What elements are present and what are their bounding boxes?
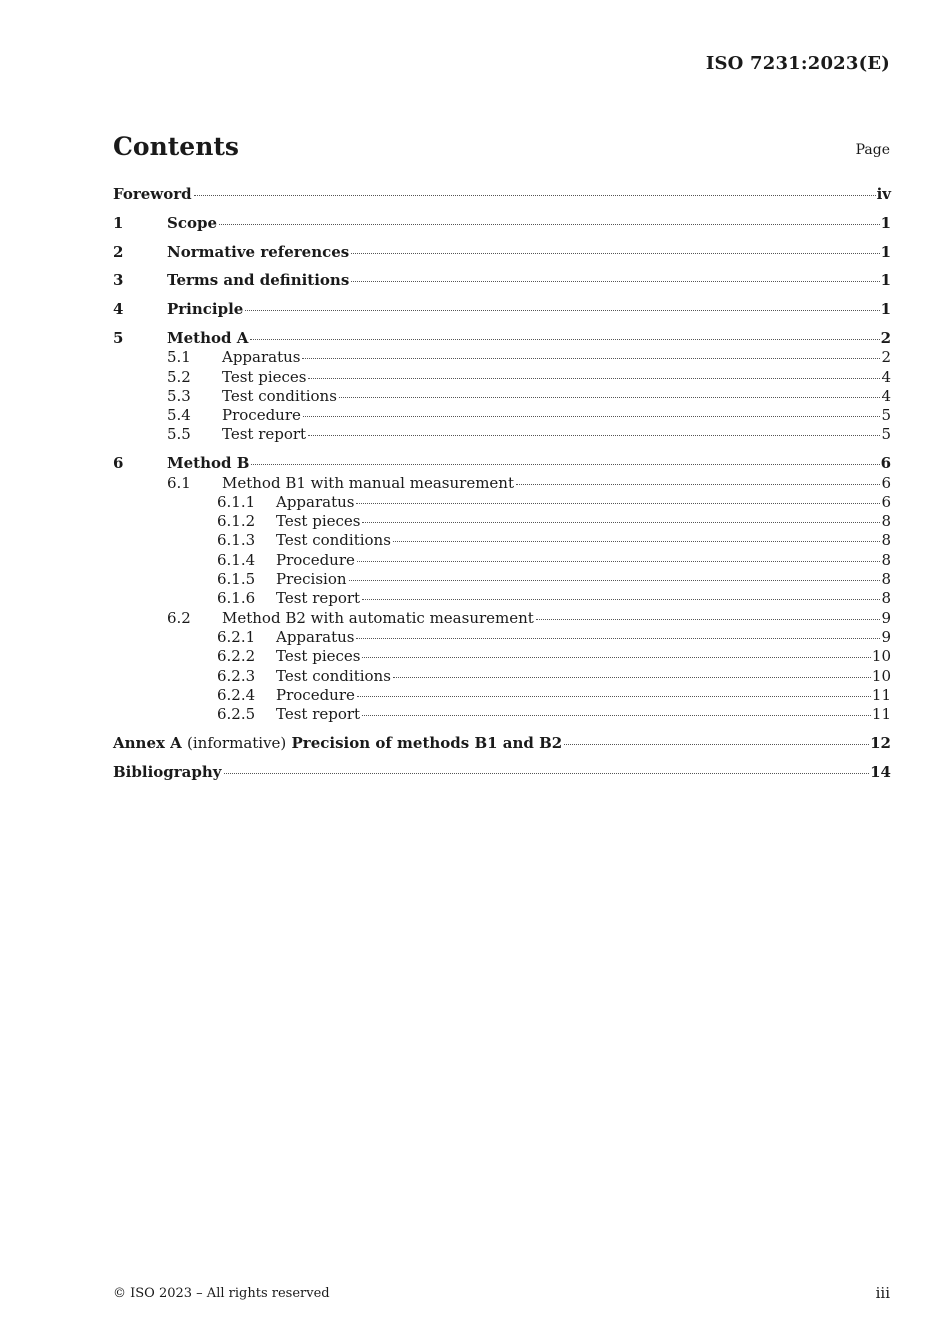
copyright-notice: © ISO 2023 – All rights reserved: [113, 1286, 330, 1301]
dot-leader: [308, 378, 880, 379]
dot-leader: [250, 339, 879, 340]
dot-leader: [302, 358, 880, 359]
dot-leader: [351, 253, 879, 254]
toc-entry-page: 2: [880, 328, 891, 347]
toc-entry-number: 6.1: [167, 473, 191, 492]
toc-entry-page: 4: [881, 386, 891, 405]
dot-leader: [362, 657, 870, 658]
toc-entry-title: Scope: [167, 213, 218, 232]
dot-leader: [303, 416, 881, 417]
bibliography-page: 14: [870, 762, 891, 781]
dot-leader: [536, 619, 881, 620]
toc-entry-page: 8: [881, 531, 891, 550]
toc-entry-5-4[interactable]: [113, 406, 891, 425]
annex-page: 12: [870, 733, 891, 752]
toc-entry-page: 6: [881, 492, 891, 511]
toc-entry-6-1-1[interactable]: [113, 493, 891, 512]
toc-entry-title: Method B1 with manual measurement: [222, 473, 514, 492]
toc-entry-title: Test pieces: [276, 512, 361, 531]
toc-entry-title: Test pieces: [276, 647, 361, 666]
toc-entry-title: Method A: [167, 328, 249, 347]
toc-entry-number: 5.4: [167, 406, 191, 425]
dot-leader: [219, 224, 880, 225]
toc-entry-number: 6.1.4: [217, 550, 256, 569]
toc-entry-title: Precision: [276, 570, 347, 589]
toc-entry-title: Method B: [167, 454, 250, 473]
toc-entry-4[interactable]: [113, 300, 891, 319]
toc-entry-title: Procedure: [276, 685, 355, 704]
toc-entry-title: Terms and definitions: [167, 271, 350, 290]
toc-entry-6-1[interactable]: [113, 474, 891, 493]
toc-entry-6[interactable]: [113, 454, 891, 473]
page-number: iii: [875, 1284, 890, 1302]
toc-entry-title: Apparatus: [276, 627, 355, 646]
toc-entry-title: Test conditions: [276, 531, 391, 550]
toc-entry-number: 6.2.1: [217, 627, 256, 646]
dot-leader: [308, 435, 880, 436]
dot-leader: [357, 696, 871, 697]
toc-entry-2[interactable]: [113, 243, 891, 262]
dot-leader: [356, 503, 880, 504]
toc-entry-page: 9: [881, 627, 891, 646]
toc-entry-page: 1: [880, 300, 891, 319]
toc-entry-number: 5.3: [167, 386, 191, 405]
toc-entry-number: 3: [113, 271, 124, 290]
toc-entry-5[interactable]: [113, 329, 891, 348]
dot-leader: [393, 677, 871, 678]
toc-entry-number: 6.2.2: [217, 647, 256, 666]
dot-leader: [224, 773, 870, 774]
toc-entry-6-2-1[interactable]: [113, 628, 891, 647]
toc-entry-number: 5.1: [167, 348, 191, 367]
toc-entry-page: 1: [880, 242, 891, 261]
toc-entry-page: 8: [881, 570, 891, 589]
toc-entry-page: 8: [881, 512, 891, 531]
toc-entry-1[interactable]: [113, 214, 891, 233]
toc-entry-number: 1: [113, 213, 124, 232]
dot-leader: [362, 599, 880, 600]
dot-leader: [339, 397, 881, 398]
toc-entry-page: 11: [871, 685, 891, 704]
dot-leader: [356, 638, 880, 639]
dot-leader: [393, 541, 881, 542]
toc-entry-title: Method B2 with automatic measurement: [222, 608, 534, 627]
toc-entry-number: 6.1.3: [217, 531, 256, 550]
toc-entry-6-2-4[interactable]: [113, 686, 891, 705]
toc-entry-5-5[interactable]: [113, 425, 891, 444]
toc-entry-foreword[interactable]: [113, 185, 891, 204]
toc-entry-6-2-2[interactable]: [113, 647, 891, 666]
toc-entry-number: 6: [113, 454, 124, 473]
toc-entry-6-2-3[interactable]: [113, 667, 891, 686]
toc-entry-6-2[interactable]: [113, 609, 891, 628]
toc-entry-page: 2: [881, 348, 891, 367]
toc-entry-title: Test conditions: [276, 666, 391, 685]
toc-entry-page: 6: [880, 454, 891, 473]
toc-entry-number: 6.2.4: [217, 685, 256, 704]
toc-entry-title: Procedure: [222, 406, 301, 425]
toc-entry-6-1-4[interactable]: [113, 551, 891, 570]
contents-heading: Contents: [113, 132, 240, 161]
toc-entry-number: 2: [113, 242, 124, 261]
toc-entry-6-1-5[interactable]: [113, 570, 891, 589]
toc-entry-6-2-5[interactable]: [113, 705, 891, 724]
toc-entry-6-1-6[interactable]: [113, 589, 891, 608]
dot-leader: [516, 484, 880, 485]
table-of-contents: [113, 185, 891, 782]
toc-entry-number: 5: [113, 328, 124, 347]
annex-label: Annex A: [113, 733, 182, 752]
annex-type: (informative): [187, 733, 287, 752]
annex-title: [113, 734, 562, 753]
toc-entry-number: 5.2: [167, 367, 191, 386]
toc-entry-page: 1: [880, 271, 891, 290]
toc-entry-6-1-2[interactable]: [113, 512, 891, 531]
dot-leader: [245, 310, 879, 311]
toc-entry-3[interactable]: [113, 271, 891, 290]
toc-entry-title: Test pieces: [222, 367, 307, 386]
toc-entry-number: 6.2.3: [217, 666, 256, 685]
toc-entry-page: 5: [881, 425, 891, 444]
toc-entry-6-1-3[interactable]: [113, 531, 891, 550]
toc-entry-page: 5: [881, 406, 891, 425]
toc-entry-title: Apparatus: [276, 492, 355, 511]
dot-leader: [564, 744, 869, 745]
toc-entry-page: 8: [881, 589, 891, 608]
toc-entry-number: 5.5: [167, 425, 191, 444]
annex-heading: Precision of methods B1 and B2: [291, 733, 563, 752]
toc-entry-number: 6.1.2: [217, 512, 256, 531]
toc-entry-number: 4: [113, 300, 124, 319]
dot-leader: [362, 522, 880, 523]
toc-entry-page: 9: [881, 608, 891, 627]
toc-entry-page: 1: [880, 213, 891, 232]
toc-entry-annex-a[interactable]: [113, 734, 891, 753]
toc-entry-title: Test report: [276, 705, 361, 724]
toc-entry-bibliography[interactable]: [113, 763, 891, 782]
toc-entry-title: Normative references: [167, 242, 350, 261]
dot-leader: [351, 281, 879, 282]
toc-entry-5-1[interactable]: [113, 348, 891, 367]
document-identifier: ISO 7231:2023(E): [705, 53, 890, 74]
toc-entry-title: Principle: [167, 300, 244, 319]
toc-entry-page: 4: [881, 367, 891, 386]
toc-entry-title: Test report: [222, 425, 307, 444]
toc-entry-page: 8: [881, 550, 891, 569]
toc-entry-title: Test report: [276, 589, 361, 608]
page-column-label: Page: [855, 142, 890, 158]
toc-entry-page: 10: [871, 647, 891, 666]
toc-entry-number: 6.1.6: [217, 589, 256, 608]
dot-leader: [194, 195, 876, 196]
toc-entry-number: 6.1.1: [217, 492, 256, 511]
dot-leader: [349, 580, 881, 581]
toc-entry-title: Apparatus: [222, 348, 301, 367]
toc-entry-page: 11: [871, 705, 891, 724]
toc-entry-5-3[interactable]: [113, 387, 891, 406]
bibliography-title: Bibliography: [113, 762, 222, 781]
toc-entry-title: Test conditions: [222, 386, 337, 405]
toc-entry-page: 10: [871, 666, 891, 685]
toc-entry-page: 6: [881, 473, 891, 492]
toc-entry-5-2[interactable]: [113, 368, 891, 387]
toc-entry-number: 6.2.5: [217, 705, 256, 724]
dot-leader: [362, 715, 871, 716]
toc-entry-number: 6.1.5: [217, 570, 256, 589]
toc-entry-page: iv: [876, 185, 891, 203]
dot-leader: [357, 561, 881, 562]
toc-entry-title: Foreword: [113, 185, 192, 203]
dot-leader: [251, 464, 879, 465]
toc-entry-title: Procedure: [276, 550, 355, 569]
toc-entry-number: 6.2: [167, 608, 191, 627]
